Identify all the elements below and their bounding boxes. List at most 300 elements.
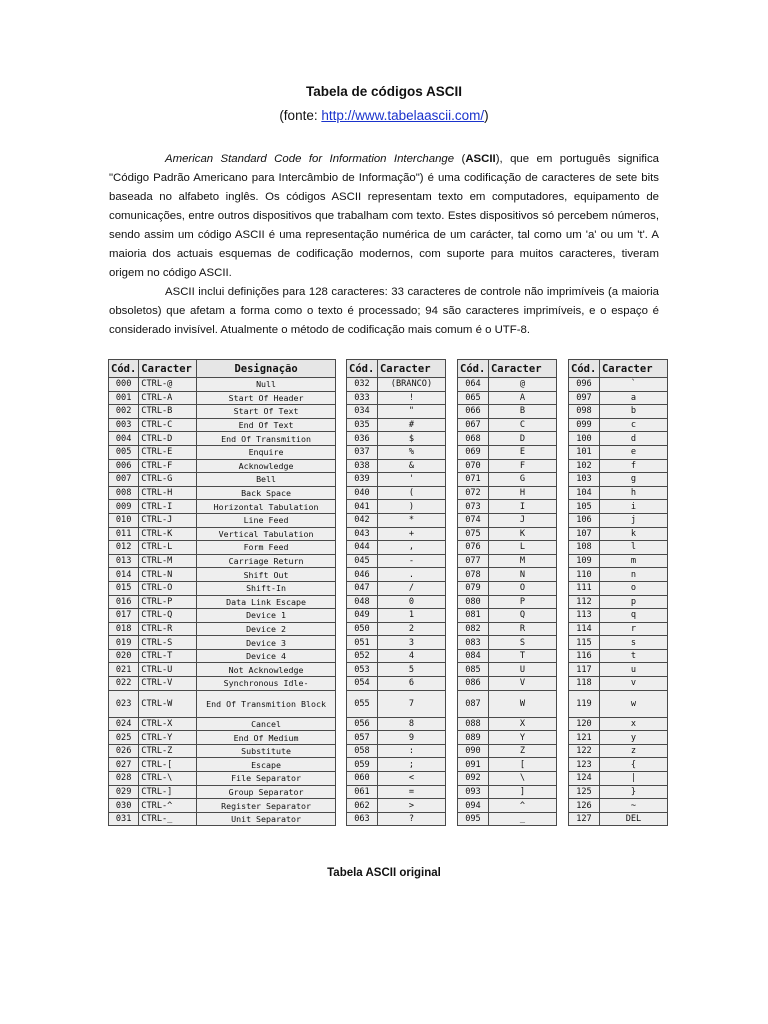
character-cell: CTRL-S	[139, 636, 197, 650]
code-cell: 000	[109, 378, 139, 392]
table-row	[458, 459, 557, 473]
character-cell: 7	[377, 690, 445, 717]
table-row	[347, 405, 446, 419]
table-row	[347, 636, 446, 650]
character-cell: >	[377, 799, 445, 813]
table-row	[569, 785, 668, 799]
table-row	[458, 541, 557, 555]
designation-cell: Device 4	[197, 649, 336, 663]
table-row	[109, 405, 336, 419]
code-cell: 041	[347, 500, 378, 514]
code-cell: 034	[347, 405, 378, 419]
code-cell: 061	[347, 785, 378, 799]
code-cell: 104	[569, 486, 600, 500]
designation-cell: End Of Text	[197, 418, 336, 432]
intro-open: (	[454, 153, 466, 165]
code-cell: 009	[109, 500, 139, 514]
table-row	[569, 677, 668, 691]
table-row	[347, 500, 446, 514]
character-cell: {	[599, 758, 667, 772]
table-row	[347, 541, 446, 555]
table-row	[109, 378, 336, 392]
code-cell: 017	[109, 609, 139, 623]
table-row	[458, 391, 557, 405]
code-cell: 026	[109, 744, 139, 758]
table-row	[347, 663, 446, 677]
code-cell: 004	[109, 432, 139, 446]
table-row	[569, 459, 668, 473]
table-row	[347, 418, 446, 432]
character-cell: CTRL-Y	[139, 731, 197, 745]
table-row	[347, 581, 446, 595]
code-cell: 121	[569, 731, 600, 745]
table-row	[109, 731, 336, 745]
code-cell: 042	[347, 513, 378, 527]
code-cell: 038	[347, 459, 378, 473]
table-row	[569, 432, 668, 446]
character-cell: CTRL-D	[139, 432, 197, 446]
table-row	[569, 731, 668, 745]
table-row	[109, 663, 336, 677]
code-cell: 032	[347, 378, 378, 392]
designation-cell: Device 3	[197, 636, 336, 650]
code-cell: 021	[109, 663, 139, 677]
character-cell: ~	[599, 799, 667, 813]
code-cell: 072	[458, 486, 489, 500]
character-cell: CTRL-C	[139, 418, 197, 432]
code-cell: 118	[569, 677, 600, 691]
character-cell: (BRANCO)	[377, 378, 445, 392]
character-cell: CTRL-P	[139, 595, 197, 609]
character-cell: D	[488, 432, 556, 446]
code-cell: 015	[109, 581, 139, 595]
code-cell: 098	[569, 405, 600, 419]
designation-cell: Device 2	[197, 622, 336, 636]
code-cell: 079	[458, 581, 489, 595]
character-cell: z	[599, 744, 667, 758]
character-cell: t	[599, 649, 667, 663]
code-cell: 065	[458, 391, 489, 405]
character-cell: J	[488, 513, 556, 527]
table-row	[109, 649, 336, 663]
code-cell: 029	[109, 785, 139, 799]
code-cell: 033	[347, 391, 378, 405]
source-link[interactable]: http://www.tabelaascii.com/	[321, 108, 485, 123]
code-cell: 100	[569, 432, 600, 446]
designation-cell: File Separator	[197, 772, 336, 786]
designation-cell: End Of Transmition	[197, 432, 336, 446]
code-cell: 025	[109, 731, 139, 745]
table-row	[109, 717, 336, 731]
table-row	[109, 459, 336, 473]
character-cell: CTRL-J	[139, 513, 197, 527]
table-row	[109, 744, 336, 758]
designation-cell: Acknowledge	[197, 459, 336, 473]
character-cell: 2	[377, 622, 445, 636]
code-cell: 095	[458, 812, 489, 826]
code-cell: 068	[458, 432, 489, 446]
code-cell: 124	[569, 772, 600, 786]
column-header-code: Cód.	[569, 360, 600, 378]
character-cell: ^	[488, 799, 556, 813]
table-row	[347, 744, 446, 758]
character-cell: (	[377, 486, 445, 500]
printable-characters-table-1	[346, 359, 446, 826]
code-cell: 027	[109, 758, 139, 772]
code-cell: 116	[569, 649, 600, 663]
column-header-code: Cód.	[109, 360, 139, 378]
code-cell: 035	[347, 418, 378, 432]
code-cell: 043	[347, 527, 378, 541]
character-cell: [	[488, 758, 556, 772]
designation-cell: Null	[197, 378, 336, 392]
character-cell: CTRL-[	[139, 758, 197, 772]
designation-cell: Not Acknowledge	[197, 663, 336, 677]
character-cell: \	[488, 772, 556, 786]
definitions-text: ASCII inclui definições para 128 caracteres: 33 caracteres de controle não imprimíveis (a maioria obsoletos) que afetam a forma como o texto é processado; 94 são caracteres imprimíveis, e o espaço é considerado invisível. Atualmente o método de codificação mais comum é o UTF-8.	[109, 286, 659, 336]
character-cell: r	[599, 622, 667, 636]
code-cell: 101	[569, 445, 600, 459]
table-row	[569, 744, 668, 758]
character-cell: 4	[377, 649, 445, 663]
code-cell: 052	[347, 649, 378, 663]
code-cell: 048	[347, 595, 378, 609]
designation-cell: Bell	[197, 473, 336, 487]
character-cell: |	[599, 772, 667, 786]
control-characters-table	[108, 359, 336, 826]
character-cell: C	[488, 418, 556, 432]
code-cell: 112	[569, 595, 600, 609]
code-cell: 008	[109, 486, 139, 500]
character-cell: l	[599, 541, 667, 555]
character-cell: X	[488, 717, 556, 731]
character-cell: CTRL-^	[139, 799, 197, 813]
character-cell: n	[599, 568, 667, 582]
table-row	[109, 527, 336, 541]
table-row	[458, 432, 557, 446]
table-row	[458, 622, 557, 636]
character-cell: I	[488, 500, 556, 514]
code-cell: 023	[109, 690, 139, 717]
character-cell: x	[599, 717, 667, 731]
designation-cell: Enquire	[197, 445, 336, 459]
character-cell: +	[377, 527, 445, 541]
character-cell: CTRL-]	[139, 785, 197, 799]
character-cell: ,	[377, 541, 445, 555]
character-cell: o	[599, 581, 667, 595]
table-row	[569, 690, 668, 717]
column-header-designation: Designação	[197, 360, 336, 378]
code-cell: 049	[347, 609, 378, 623]
code-cell: 001	[109, 391, 139, 405]
code-cell: 002	[109, 405, 139, 419]
table-row	[569, 418, 668, 432]
code-cell: 117	[569, 663, 600, 677]
designation-cell: Vertical Tabulation	[197, 527, 336, 541]
character-cell: /	[377, 581, 445, 595]
code-cell: 082	[458, 622, 489, 636]
table-row	[109, 432, 336, 446]
designation-cell: Start Of Text	[197, 405, 336, 419]
character-cell: K	[488, 527, 556, 541]
table-row	[109, 541, 336, 555]
code-cell: 110	[569, 568, 600, 582]
table-row	[458, 513, 557, 527]
character-cell: 5	[377, 663, 445, 677]
table-row	[109, 581, 336, 595]
table-row	[347, 690, 446, 717]
table-row	[347, 568, 446, 582]
table-row	[347, 677, 446, 691]
definitions-paragraph	[109, 283, 659, 340]
table-row	[347, 622, 446, 636]
code-cell: 030	[109, 799, 139, 813]
designation-cell: Unit Separator	[197, 812, 336, 826]
character-cell: f	[599, 459, 667, 473]
code-cell: 120	[569, 717, 600, 731]
code-cell: 057	[347, 731, 378, 745]
table-row	[569, 378, 668, 392]
code-cell: 073	[458, 500, 489, 514]
printable-characters-table-2	[457, 359, 557, 826]
character-cell: *	[377, 513, 445, 527]
code-cell: 064	[458, 378, 489, 392]
table-row	[347, 527, 446, 541]
table-row	[109, 622, 336, 636]
code-cell: 103	[569, 473, 600, 487]
table-row	[347, 758, 446, 772]
character-cell: CTRL-R	[139, 622, 197, 636]
printable-characters-table-3	[568, 359, 668, 826]
code-cell: 047	[347, 581, 378, 595]
code-cell: 106	[569, 513, 600, 527]
designation-cell: Start Of Header	[197, 391, 336, 405]
character-cell: CTRL-@	[139, 378, 197, 392]
character-cell: .	[377, 568, 445, 582]
table-row	[458, 609, 557, 623]
designation-cell: Escape	[197, 758, 336, 772]
code-cell: 066	[458, 405, 489, 419]
character-cell: i	[599, 500, 667, 514]
code-cell: 019	[109, 636, 139, 650]
code-cell: 051	[347, 636, 378, 650]
character-cell: CTRL-W	[139, 690, 197, 717]
code-cell: 094	[458, 799, 489, 813]
code-cell: 089	[458, 731, 489, 745]
table-row	[109, 609, 336, 623]
code-cell: 067	[458, 418, 489, 432]
table-row	[458, 772, 557, 786]
code-cell: 077	[458, 554, 489, 568]
table-row	[347, 785, 446, 799]
designation-cell: Cancel	[197, 717, 336, 731]
code-cell: 091	[458, 758, 489, 772]
character-cell: p	[599, 595, 667, 609]
character-cell: 6	[377, 677, 445, 691]
source-prefix: (fonte:	[279, 108, 322, 123]
character-cell: <	[377, 772, 445, 786]
character-cell: V	[488, 677, 556, 691]
table-caption: Tabela ASCII original	[327, 867, 441, 879]
character-cell: F	[488, 459, 556, 473]
character-cell: w	[599, 690, 667, 717]
character-cell: 1	[377, 609, 445, 623]
character-cell: @	[488, 378, 556, 392]
character-cell: !	[377, 391, 445, 405]
code-cell: 096	[569, 378, 600, 392]
code-cell: 022	[109, 677, 139, 691]
column-header-code: Cód.	[458, 360, 489, 378]
character-cell: CTRL-E	[139, 445, 197, 459]
intro-italic-term: American Standard Code for Information Interchange	[165, 153, 455, 165]
code-cell: 037	[347, 445, 378, 459]
code-cell: 053	[347, 663, 378, 677]
table-row	[569, 636, 668, 650]
designation-cell: Horizontal Tabulation	[197, 500, 336, 514]
table-row	[347, 812, 446, 826]
code-cell: 083	[458, 636, 489, 650]
table-row	[458, 663, 557, 677]
designation-cell: Line Feed	[197, 513, 336, 527]
table-row	[347, 473, 446, 487]
code-cell: 012	[109, 541, 139, 555]
character-cell: e	[599, 445, 667, 459]
code-cell: 046	[347, 568, 378, 582]
table-row	[458, 758, 557, 772]
table-row	[458, 595, 557, 609]
character-cell: W	[488, 690, 556, 717]
code-cell: 092	[458, 772, 489, 786]
table-row	[569, 649, 668, 663]
character-cell: L	[488, 541, 556, 555]
character-cell: CTRL-N	[139, 568, 197, 582]
table-row	[569, 473, 668, 487]
code-cell: 040	[347, 486, 378, 500]
designation-cell: Shift-In	[197, 581, 336, 595]
character-cell: v	[599, 677, 667, 691]
character-cell: S	[488, 636, 556, 650]
table-row	[109, 473, 336, 487]
character-cell: CTRL-X	[139, 717, 197, 731]
code-cell: 056	[347, 717, 378, 731]
character-cell: Q	[488, 609, 556, 623]
table-row	[347, 513, 446, 527]
character-cell: CTRL-U	[139, 663, 197, 677]
code-cell: 071	[458, 473, 489, 487]
intro-bold-term: ASCII	[465, 153, 496, 165]
table-row	[109, 568, 336, 582]
table-row	[347, 378, 446, 392]
code-cell: 107	[569, 527, 600, 541]
table-row	[458, 473, 557, 487]
character-cell: &	[377, 459, 445, 473]
character-cell: d	[599, 432, 667, 446]
table-row	[347, 649, 446, 663]
character-cell: CTRL-G	[139, 473, 197, 487]
code-cell: 062	[347, 799, 378, 813]
code-cell: 093	[458, 785, 489, 799]
character-cell: k	[599, 527, 667, 541]
character-cell: g	[599, 473, 667, 487]
intro-paragraph	[109, 150, 659, 283]
designation-cell: Carriage Return	[197, 554, 336, 568]
code-cell: 086	[458, 677, 489, 691]
character-cell: y	[599, 731, 667, 745]
table-row	[458, 744, 557, 758]
code-cell: 024	[109, 717, 139, 731]
code-cell: 085	[458, 663, 489, 677]
table-row	[458, 785, 557, 799]
table-row	[458, 405, 557, 419]
character-cell: :	[377, 744, 445, 758]
code-cell: 031	[109, 812, 139, 826]
column-header-character: Caracter	[488, 360, 556, 378]
character-cell: CTRL-K	[139, 527, 197, 541]
code-cell: 070	[458, 459, 489, 473]
character-cell: 9	[377, 731, 445, 745]
character-cell: 0	[377, 595, 445, 609]
character-cell: `	[599, 378, 667, 392]
code-cell: 114	[569, 622, 600, 636]
code-cell: 044	[347, 541, 378, 555]
table-row	[347, 391, 446, 405]
table-row	[458, 378, 557, 392]
code-cell: 016	[109, 595, 139, 609]
table-row	[569, 622, 668, 636]
character-cell: H	[488, 486, 556, 500]
table-row	[458, 636, 557, 650]
character-cell: ;	[377, 758, 445, 772]
character-cell: CTRL-H	[139, 486, 197, 500]
source-suffix: )	[484, 108, 489, 123]
table-row	[458, 445, 557, 459]
table-row	[109, 486, 336, 500]
table-row	[458, 500, 557, 514]
code-cell: 074	[458, 513, 489, 527]
table-row	[109, 677, 336, 691]
character-cell: CTRL-B	[139, 405, 197, 419]
character-cell: ?	[377, 812, 445, 826]
character-cell: CTRL-M	[139, 554, 197, 568]
designation-cell: Data Link Escape	[197, 595, 336, 609]
character-cell: E	[488, 445, 556, 459]
table-row	[569, 445, 668, 459]
character-cell: #	[377, 418, 445, 432]
character-cell: A	[488, 391, 556, 405]
character-cell: _	[488, 812, 556, 826]
table-row	[569, 799, 668, 813]
code-cell: 109	[569, 554, 600, 568]
character-cell: G	[488, 473, 556, 487]
code-cell: 084	[458, 649, 489, 663]
character-cell: CTRL-Q	[139, 609, 197, 623]
code-cell: 059	[347, 758, 378, 772]
table-row	[569, 486, 668, 500]
character-cell: -	[377, 554, 445, 568]
designation-cell: Shift Out	[197, 568, 336, 582]
table-row	[109, 513, 336, 527]
code-cell: 078	[458, 568, 489, 582]
character-cell: CTRL-V	[139, 677, 197, 691]
code-cell: 058	[347, 744, 378, 758]
table-row	[347, 486, 446, 500]
character-cell: q	[599, 609, 667, 623]
character-cell: =	[377, 785, 445, 799]
designation-cell: End Of Medium	[197, 731, 336, 745]
table-row	[569, 758, 668, 772]
code-cell: 055	[347, 690, 378, 717]
table-row	[458, 581, 557, 595]
